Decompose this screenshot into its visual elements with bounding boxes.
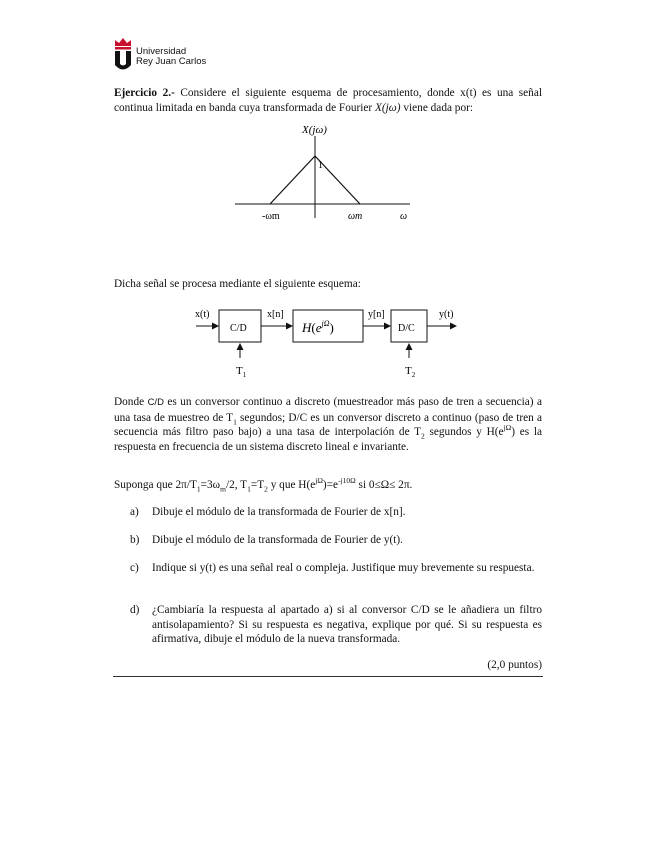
filter-label: $H(e^{j\Omega})$: [302, 319, 334, 335]
assumption-line: Suponga que $2\pi/T_1=3\omega_m/2$, $T_1=T_2$ y que $H(e^{j\Omega})=e^{-j10\Omega}$ si 0≤Ω≤ 2π.: [114, 476, 413, 494]
points-label: (2,0 puntos): [487, 659, 542, 671]
university-name: [136, 47, 206, 67]
xn-label: x[n]: [267, 309, 284, 320]
t2-label: $T_2$: [405, 365, 416, 379]
exercise-title: Ejercicio 2.-: [114, 87, 175, 99]
intro-symbol: X(jω): [375, 101, 401, 114]
intro-text-2: viene dada por:: [400, 101, 474, 114]
crown-u-icon: [112, 37, 134, 71]
exercise-intro: [114, 86, 542, 115]
dc-label: D/C: [398, 323, 415, 334]
description-paragraph: Donde C/D es un conversor continuo a discreto (muestreador más paso de tren a secuencia) a una tasa de muestreo de $T_1$ segundos; D/C es un conversor discreto a continuo (paso de tren a secuencia más filtro paso bajo) a una tasa de interpolación de $T_2$ segundos y $H(e^{j\Omega})$ es la respuesta en frecuencia de un sistema discreto lineal e invariante.: [114, 396, 542, 453]
t1-label: $T_1$: [236, 365, 247, 379]
question-c-label: c): [130, 562, 139, 574]
spectrum-ylabel: X(jω): [302, 124, 327, 136]
output-label: y(t): [439, 309, 454, 320]
spectrum-peak-label: 1: [318, 160, 323, 171]
logo-line-1: Universidad: [136, 46, 187, 57]
question-d-text: ¿Cambiaría la respuesta al apartado a) si al conversor C/D se le añadiera un filtro antisolapamiento? Si su respuesta es negativa, explique por qué. Si su respuesta es afirmativa, dibuje el módulo de la nueva transformada.: [152, 604, 542, 645]
bottom-rule: [113, 676, 543, 677]
question-a-text: Dibuje el módulo de la transformada de Fourier de x[n].: [152, 506, 406, 518]
input-label: x(t): [195, 309, 210, 320]
logo-line-2: Rey Juan Carlos: [136, 56, 207, 67]
question-a-label: a): [130, 506, 139, 518]
spectrum-left-label: -ωm: [262, 211, 280, 222]
intro-text-1: Considere el siguiente esquema de procesamiento, donde x(t) es una señal continua limitada en banda cuya transformada de Fourier: [114, 87, 542, 114]
question-b-label: b): [130, 534, 140, 546]
cd-label: C/D: [230, 323, 247, 334]
spectrum-plot: [230, 118, 420, 230]
yn-label: y[n]: [368, 309, 385, 320]
spectrum-xlabel: ω: [400, 211, 408, 222]
question-d-label: d): [130, 604, 140, 616]
question-b-text: Dibuje el módulo de la transformada de Fourier de y(t).: [152, 534, 403, 546]
block-diagram: [190, 302, 465, 380]
spectrum-right-label: ωm: [348, 211, 363, 222]
diagram-intro: Dicha señal se procesa mediante el siguiente esquema:: [114, 278, 361, 290]
question-c-text: Indique si y(t) es una señal real o compleja. Justifique muy brevemente su respuesta.: [152, 562, 535, 574]
